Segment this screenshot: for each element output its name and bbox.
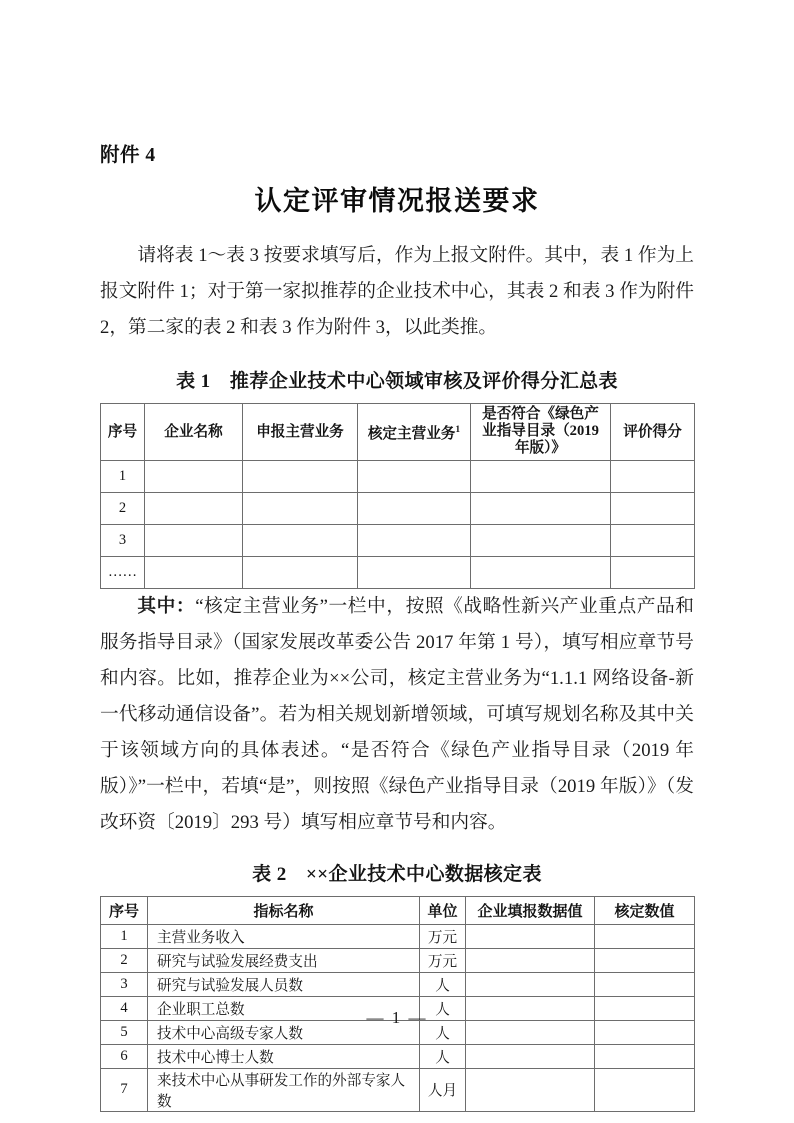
table-row [101, 972, 695, 996]
table2-cell-unit: 人 [420, 996, 466, 1020]
table1-header-verified-business [358, 403, 471, 460]
table1-cell-company-name[interactable] [145, 556, 243, 588]
table2-cell-indicator: 企业职工总数 [148, 996, 420, 1020]
intro-paragraph: 请将表 1～表 3 按要求填写后，作为上报文附件。其中，表 1 作为上报文附件 1；对于第一家拟推荐的企业技术中心，其表 2 和表 3 作为附件 2，第二家的表 2 和表 3 作为附件 3，以此类推。 [100, 244, 694, 338]
table2-cell-seq: 1 [101, 924, 148, 948]
table1-cell-declared-business[interactable] [243, 556, 358, 588]
table1-cell-verified-business[interactable] [358, 460, 471, 492]
table-row [101, 924, 695, 948]
table2-cell-unit: 人 [420, 1020, 466, 1044]
table1-cell-score[interactable] [611, 556, 695, 588]
table2-cell-verified-value[interactable] [595, 972, 695, 996]
table2-cell-indicator: 研究与试验发展人员数 [148, 972, 420, 996]
table1-cell-declared-business[interactable] [243, 492, 358, 524]
table1-cell-company-name[interactable] [145, 492, 243, 524]
table1-header-green-catalog-line1: 是否符合《绿色产 [482, 406, 599, 423]
table1-cell-score[interactable] [611, 492, 695, 524]
table-row [101, 948, 695, 972]
table2-cell-unit: 万元 [420, 948, 466, 972]
table1-cell-green-catalog[interactable] [471, 556, 611, 588]
note-paragraph [100, 589, 694, 841]
table1-cell-green-catalog[interactable] [471, 460, 611, 492]
table2-cell-indicator: 主营业务收入 [148, 924, 420, 948]
table2-cell-reported-value[interactable] [466, 1044, 595, 1068]
table2-header-verified-value: 核定数值 [595, 896, 695, 924]
table1-header-row [101, 403, 695, 460]
table1-cell-company-name[interactable] [145, 460, 243, 492]
table2-cell-reported-value[interactable] [466, 948, 595, 972]
table1-cell-seq: …… [101, 556, 145, 588]
table2-cell-seq: 7 [101, 1068, 148, 1111]
table2-cell-verified-value[interactable] [595, 1068, 695, 1111]
table2-cell-reported-value[interactable] [466, 1068, 595, 1111]
note-paragraph-body: “核定主营业务”一栏中，按照《战略性新兴产业重点产品和服务指导目录》（国家发展改革委公告 2017 年第 1 号），填写相应章节号和内容。比如，推荐企业为××公司，核定主营业务为“1.1.1 网络设备-新一代移动通信设备”。若为相关规划新增领域，可填写规划名称及其中关于该领域方向的具体表述。“是否符合《绿色产业指导目录（2019 年版）》”一栏中，若填“是”，则按照《绿色产业指导目录（2019 年版）》（发改环资〔2019〕293 号）填写相应章节号和内容。 [100, 595, 694, 833]
table1-cell-green-catalog[interactable] [471, 492, 611, 524]
table1-caption: 表 1 推荐企业技术中心领域审核及评价得分汇总表 [176, 370, 618, 392]
table2-cell-unit: 人月 [420, 1068, 466, 1111]
table2-cell-seq: 6 [101, 1044, 148, 1068]
table2-cell-unit: 人 [420, 1044, 466, 1068]
table1-header-score: 评价得分 [611, 403, 695, 460]
table1-cell-company-name[interactable] [145, 524, 243, 556]
table2-cell-indicator: 技术中心博士人数 [148, 1044, 420, 1068]
table1-cell-verified-business[interactable] [358, 492, 471, 524]
table2-cell-verified-value[interactable] [595, 924, 695, 948]
table1-header-verified-business-text: 核定主营业务 [367, 425, 456, 442]
table2-cell-reported-value[interactable] [466, 972, 595, 996]
table2-cell-indicator: 技术中心高级专家人数 [148, 1020, 420, 1044]
table2-cell-verified-value[interactable] [595, 1044, 695, 1068]
page-number-footer: — 1 — [366, 1008, 428, 1027]
table-row [101, 556, 695, 588]
table2-cell-verified-value[interactable] [595, 948, 695, 972]
table2-cell-indicator: 来技术中心从事研发工作的外部专家人数 [148, 1068, 420, 1111]
table-row [101, 1044, 695, 1068]
table1-header-green-catalog-line3: 年版）》 [514, 440, 567, 457]
page-title: 认定评审情况报送要求 [254, 186, 540, 217]
footnote-marker: 1 [455, 424, 461, 435]
table1-cell-seq: 2 [101, 492, 145, 524]
table1-cell-seq: 1 [101, 460, 145, 492]
table1-cell-score[interactable] [611, 524, 695, 556]
table1-cell-score[interactable] [611, 460, 695, 492]
table1-header-green-catalog [471, 403, 611, 460]
table2-cell-seq: 2 [101, 948, 148, 972]
table2-cell-reported-value[interactable] [466, 924, 595, 948]
table2-cell-seq: 4 [101, 996, 148, 1020]
table1-cell-seq: 3 [101, 524, 145, 556]
table2-cell-unit: 人 [420, 972, 466, 996]
table1-cell-declared-business[interactable] [243, 460, 358, 492]
table1-header-seq: 序号 [101, 403, 145, 460]
table1-cell-declared-business[interactable] [243, 524, 358, 556]
table-recommendation-summary [100, 403, 695, 589]
table2-header-row [101, 896, 695, 924]
table1-header-green-catalog-line2: 业指导目录（2019 [482, 423, 599, 440]
table1-header-company-name: 企业名称 [145, 403, 243, 460]
table-row [101, 524, 695, 556]
table2-caption: 表 2 ××企业技术中心数据核定表 [252, 863, 542, 885]
table2-cell-seq: 5 [101, 1020, 148, 1044]
page-content [100, 0, 694, 1112]
table1-cell-verified-business[interactable] [358, 556, 471, 588]
table2-header-unit: 单位 [420, 896, 466, 924]
table-enterprise-data-verification [100, 896, 695, 1112]
table2-cell-unit: 万元 [420, 924, 466, 948]
table1-header-declared-business: 申报主营业务 [243, 403, 358, 460]
table1-body [101, 460, 695, 588]
table2-header-seq: 序号 [101, 896, 148, 924]
table1-cell-verified-business[interactable] [358, 524, 471, 556]
table-row [101, 492, 695, 524]
table2-cell-indicator: 研究与试验发展经费支出 [148, 948, 420, 972]
table-row [101, 460, 695, 492]
table2-cell-seq: 3 [101, 972, 148, 996]
table1-cell-green-catalog[interactable] [471, 524, 611, 556]
table-row [101, 1068, 695, 1111]
table2-header-indicator: 指标名称 [148, 896, 420, 924]
table2-header-reported-value: 企业填报数据值 [466, 896, 595, 924]
note-paragraph-lead: 其中： [137, 595, 196, 617]
attachment-label: 附件 4 [100, 145, 156, 166]
